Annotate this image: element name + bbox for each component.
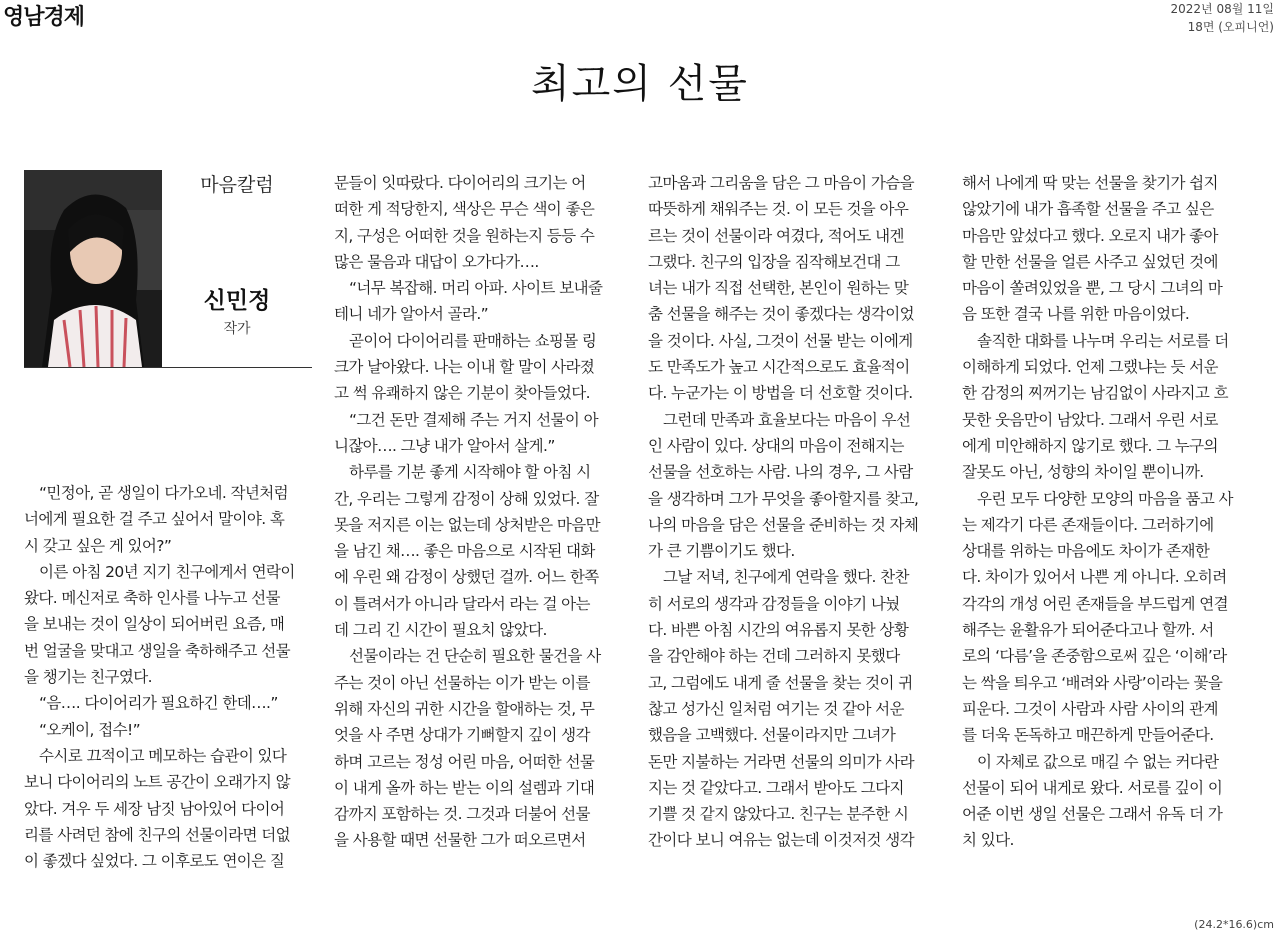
- article-line: 찮고 성가신 일처럼 여기는 것 같아 서운: [648, 699, 904, 718]
- issue-date: 2022년 08월 11일: [1170, 2, 1274, 16]
- article-line: 르는 것이 선물이라 여겼다, 적어도 내겐: [648, 226, 904, 245]
- article-line: 각각의 개성 어린 존재들을 부드럽게 연결: [962, 594, 1228, 613]
- article-line: 로의 ‘다름’을 존중함으로써 깊은 ‘이해’라: [962, 647, 1227, 666]
- article-line: “너무 복잡해. 머리 아파. 사이트 보내줄: [349, 279, 603, 298]
- article-line: 해주는 윤활유가 되어준다고나 할까. 서: [962, 621, 1214, 640]
- article-line: 그런데 만족과 효율보다는 마음이 우선: [663, 410, 911, 429]
- article-line: “음…. 다이어리가 필요하긴 한데….”: [39, 694, 278, 713]
- article-line: 그랬다. 친구의 입장을 짐작해보건대 그: [648, 252, 900, 271]
- article-line: 을 것이다. 사실, 그것이 선물 받는 이에게: [648, 331, 913, 350]
- article-line: “오케이, 접수!”: [39, 720, 140, 739]
- article-line: 엇을 사 주면 상대가 기뻐할지 깊이 생각: [334, 726, 590, 745]
- article-line: 많은 물음과 대답이 오가다가….: [334, 252, 539, 271]
- article-line: 보니 다이어리의 노트 공간이 오래가지 않: [24, 773, 290, 792]
- article-line: 했음을 고백했다. 선물이라지만 그녀가: [648, 726, 896, 745]
- article-line: 을 보내는 것이 일상이 되어버린 요즘, 매: [24, 615, 285, 634]
- article-line: 너에게 필요한 걸 주고 싶어서 말이야. 혹: [24, 510, 285, 529]
- article-line: 가 큰 기쁨이기도 했다.: [648, 542, 795, 561]
- article-line: 이 내게 올까 하는 받는 이의 설렘과 기대: [334, 778, 595, 797]
- article-size-note: (24.2*16.6)cm: [1194, 918, 1274, 931]
- article-line: 을 챙기는 친구였다.: [24, 668, 152, 687]
- article-column-1: [24, 480, 324, 874]
- article-line: 한 감정의 찌꺼기는 남김없이 사라지고 흐: [962, 384, 1228, 403]
- article-line: 는 제각기 다른 존재들이다. 그러하기에: [962, 515, 1214, 534]
- article-line: 다. 바쁜 아침 시간의 여유롭지 못한 상황: [648, 621, 909, 640]
- article-line: 니잖아…. 그냥 내가 알아서 살게.”: [334, 436, 555, 455]
- article-line: 는 싹을 틔우고 ‘배려와 사랑’이라는 꽃을: [962, 673, 1223, 692]
- article-line: 고, 그럼에도 내게 줄 선물을 찾는 것이 귀: [648, 673, 913, 692]
- article-line: 에 우린 왜 감정이 상했던 걸까. 어느 한쪽: [334, 568, 599, 587]
- article-headline: 최고의 선물: [531, 61, 749, 107]
- article-line: 곧이어 다이어리를 판매하는 쇼핑몰 링: [349, 331, 597, 350]
- article-line: 고마움과 그리움을 담은 그 마음이 가슴을: [648, 174, 914, 192]
- article-line: 지, 구성은 어떠한 것을 원하는지 등등 수: [334, 226, 595, 245]
- article-line: 어준 이번 생일 선물은 그래서 유독 더 가: [962, 805, 1223, 824]
- article-line: 해서 나에게 딱 맞는 선물을 찾기가 쉽지: [962, 174, 1218, 192]
- article-line: 잘못도 아닌, 성향의 차이일 뿐이니까.: [962, 463, 1204, 482]
- article-line: 이 좋겠다 싶었다. 그 이후로도 연이은 질: [24, 852, 285, 871]
- article-line: 이 자체로 값으로 매길 수 없는 커다란: [977, 752, 1219, 771]
- article-line: 에게 미안해하지 않기로 했다. 그 누구의: [962, 436, 1218, 455]
- issue-meta: [1171, 0, 1274, 36]
- article-line: 이 틀려서가 아니라 달라서 라는 걸 아는: [334, 594, 590, 613]
- article-line: 을 사용할 때면 선물한 그가 떠오르면서: [334, 831, 586, 850]
- article-line: 마음이 쏠려있었을 뿐, 그 당시 그녀의 마: [962, 279, 1223, 298]
- article-column-3: [648, 170, 948, 854]
- article-line: 히 서로의 생각과 감정들을 이야기 나눴: [648, 594, 900, 613]
- article-line: 하루를 기분 좋게 시작해야 할 아침 시: [349, 463, 591, 482]
- article-line: 문들이 잇따랐다. 다이어리의 크기는 어: [334, 174, 586, 192]
- article-line: “민정아, 곧 생일이 다가오네. 작년처럼: [39, 484, 288, 502]
- page-section: 18면 (오피니언): [1187, 20, 1274, 34]
- article-column-2: [334, 170, 632, 854]
- article-line: 선물을 선호하는 사람. 나의 경우, 그 사람: [648, 463, 913, 482]
- article-column-4: [962, 170, 1260, 854]
- article-line: 음 또한 결국 나를 위한 마음이었다.: [962, 305, 1190, 324]
- article-line: 뭇한 웃음만이 남았다. 그래서 우린 서로: [962, 410, 1218, 429]
- article-line: 왔다. 메신저로 축하 인사를 나누고 선물: [24, 589, 280, 608]
- article-line: 못을 저지른 이는 없는데 상처받은 마음만: [334, 515, 600, 534]
- newspaper-masthead: 영남경제: [3, 4, 85, 30]
- article-line: 지는 것 같았다고. 그래서 받아도 그다지: [648, 778, 904, 797]
- column-name: 마음칼럼: [200, 174, 274, 196]
- article-line: 크가 날아왔다. 나는 이내 할 말이 사라졌: [334, 358, 595, 377]
- article-line: 았다. 겨우 두 세장 남짓 남아있어 다이어: [24, 799, 285, 818]
- article-line: 다. 차이가 있어서 나쁜 게 아니다. 오히려: [962, 568, 1227, 587]
- article-line: 이른 아침 20년 지기 친구에게서 연락이: [39, 562, 295, 581]
- article-line: 돈만 지불하는 거라면 선물의 의미가 사라: [648, 752, 914, 771]
- article-line: 마음만 앞섰다고 했다. 오로지 내가 좋아: [962, 226, 1218, 245]
- article-line: 솔직한 대화를 나누며 우리는 서로를 더: [977, 331, 1229, 350]
- article-line: “그건 돈만 결제해 주는 거지 선물이 아: [349, 410, 598, 429]
- article-line: 할 만한 선물을 얼른 사주고 싶었던 것에: [962, 252, 1218, 271]
- article-line: 떠한 게 적당한지, 색상은 무슨 색이 좋은: [334, 200, 595, 219]
- article-line: 위해 자신의 귀한 시간을 할애하는 것, 무: [334, 699, 595, 718]
- article-line: 우린 모두 다양한 모양의 마음을 품고 사: [977, 489, 1233, 508]
- author-name: 신민정: [203, 287, 271, 314]
- byline-divider: [24, 367, 312, 368]
- article-line: 다. 누군가는 이 방법을 더 선호할 것이다.: [648, 384, 913, 403]
- article-line: 나의 마음을 담은 선물을 준비하는 것 자체: [648, 515, 919, 534]
- article-line: 번 얼굴을 맞대고 생일을 축하해주고 선물: [24, 641, 290, 660]
- article-line: 주는 것이 아닌 선물하는 이가 받는 이를: [334, 673, 590, 692]
- article-line: 이해하게 되었다. 언제 그랬냐는 듯 서운: [962, 358, 1218, 377]
- article-line: 고 썩 유쾌하지 않은 기분이 찾아들었다.: [334, 384, 590, 403]
- article-line: 을 생각하며 그가 무엇을 좋아할지를 찾고,: [648, 489, 919, 508]
- article-line: 않았기에 내가 흡족할 선물을 주고 싶은: [962, 200, 1214, 219]
- author-role: 작가: [223, 321, 251, 337]
- article-line: 데 그리 긴 시간이 필요치 않았다.: [334, 621, 547, 640]
- article-line: 시 갖고 싶은 게 있어?”: [24, 536, 172, 555]
- article-line: 피운다. 그것이 사람과 사람 사이의 관계: [962, 699, 1218, 718]
- article-line: 간이다 보니 여유는 없는데 이것저것 생각: [648, 831, 914, 850]
- article-line: 감까지 포함하는 것. 그것과 더불어 선물: [334, 805, 590, 824]
- author-photo: [24, 170, 162, 367]
- article-line: 도 만족도가 높고 시간적으로도 효율적이: [648, 358, 910, 377]
- article-line: 를 더욱 돈독하고 매끈하게 만들어준다.: [962, 726, 1214, 745]
- article-line: 선물이라는 건 단순히 필요한 물건을 사: [349, 647, 601, 666]
- article-line: 인 사람이 있다. 상대의 마음이 전해지는: [648, 436, 904, 455]
- article-line: 상대를 위하는 마음에도 차이가 존재한: [962, 542, 1210, 561]
- article-line: 따뜻하게 채워주는 것. 이 모든 것을 아우: [648, 200, 909, 219]
- article-line: 선물이 되어 내게로 왔다. 서로를 깊이 이: [962, 778, 1223, 797]
- article-line: 간, 우리는 그렇게 감정이 상해 있었다. 잘: [334, 489, 599, 508]
- article-line: 리를 사려던 참에 친구의 선물이라면 더없: [24, 825, 290, 844]
- article-line: 녀는 내가 직접 선택한, 본인이 원하는 맞: [648, 279, 909, 298]
- article-line: 을 남긴 채…. 좋은 마음으로 시작된 대화: [334, 542, 595, 561]
- article-line: 테니 네가 알아서 골라.”: [334, 305, 489, 324]
- article-line: 춤 선물을 해주는 것이 좋겠다는 생각이었: [648, 305, 914, 324]
- article-line: 치 있다.: [962, 831, 1014, 850]
- article-line: 그날 저녁, 친구에게 연락을 했다. 찬찬: [663, 568, 909, 587]
- article-line: 을 감안해야 하는 건데 그러하지 못했다: [648, 647, 900, 666]
- article-line: 수시로 끄적이고 메모하는 습관이 있다: [39, 746, 287, 765]
- article-line: 하며 고르는 정성 어린 마음, 어떠한 선물: [334, 752, 595, 771]
- article-line: 기쁠 것 같지 않았다고. 친구는 분주한 시: [648, 805, 909, 824]
